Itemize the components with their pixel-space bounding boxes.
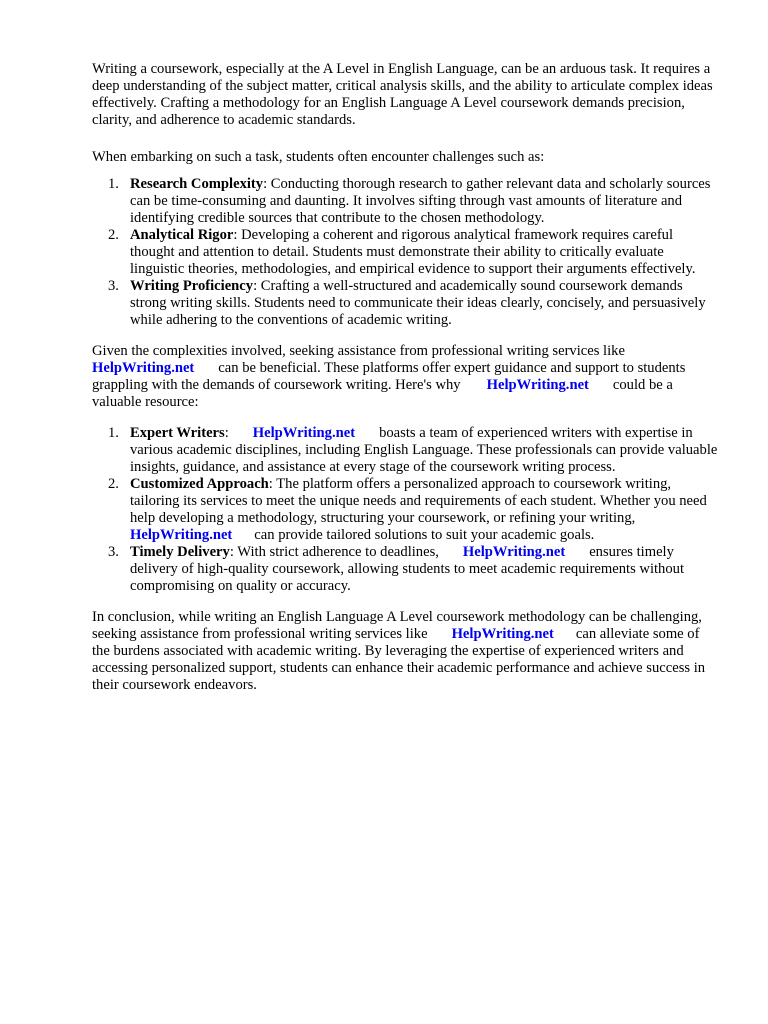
- helpwriting-link[interactable]: HelpWriting.net: [252, 425, 356, 441]
- list-number: 3.: [108, 544, 119, 560]
- item-title: Customized Approach: [130, 476, 269, 492]
- item-text: : Crafting a well-structured and academically sound coursework demands strong writing skills. Students need to communicate their ideas clearly, concisely, and persuasively while adhering to the conventions of academic writing.: [130, 278, 706, 328]
- challenges-list: [92, 176, 720, 329]
- list-number: 3.: [108, 278, 119, 294]
- item-text: ensures timely delivery of high-quality coursework, allowing students to meet academic requirements without compromising on quality or accuracy.: [130, 544, 685, 594]
- list-item: [92, 425, 720, 476]
- item-title: Analytical Rigor: [130, 227, 234, 243]
- list-number: 2.: [108, 227, 119, 243]
- helpwriting-link[interactable]: HelpWriting.net: [486, 377, 589, 393]
- item-text: : Conducting thorough research to gather relevant data and scholarly sources can be time-consuming and daunting. It involves sifting through vast amounts of literature and identifying credible sources that contribute to the chosen methodology.: [130, 176, 711, 226]
- item-title: Timely Delivery: [130, 544, 230, 560]
- list-number: 1.: [108, 176, 119, 192]
- list-number: 1.: [108, 425, 119, 441]
- helpwriting-link[interactable]: HelpWriting.net: [451, 626, 554, 642]
- item-title: Research Complexity: [130, 176, 264, 192]
- list-item: [92, 476, 720, 544]
- list-item: [92, 227, 720, 278]
- helpwriting-link[interactable]: HelpWriting.net: [462, 544, 566, 560]
- list-item: [92, 278, 720, 329]
- services-intro-text-2: can be beneficial. These platforms offer expert guidance and support to students grappling with the demands of coursework writing. Here's why: [92, 360, 686, 393]
- challenges-intro: When embarking on such a task, students often encounter challenges such as:: [92, 149, 545, 165]
- item-colon: :: [224, 425, 229, 441]
- item-text: boasts a team of experienced writers with expertise in various academic disciplines, including English Language. These professionals can provide valuable insights, guidance, and assistance at every stage of the coursework writing process.: [130, 425, 718, 475]
- list-number: 2.: [108, 476, 119, 492]
- document-body: [92, 61, 720, 705]
- item-text: : The platform offers a personalized approach to coursework writing, tailoring its services to meet the unique needs and requirements of each student. Whether you need help developing a methodology, structuring your coursework, or refining your writing,: [130, 476, 707, 526]
- helpwriting-link[interactable]: HelpWriting.net: [130, 527, 233, 543]
- benefits-list: [92, 425, 720, 595]
- item-text: : Developing a coherent and rigorous analytical framework requires careful thought and attention to detail. Students must demonstrate their ability to critically evaluate linguistic theories, methodologies, and empirical evidence to support their arguments effectively.: [130, 227, 696, 277]
- conclusion-paragraph: [92, 609, 720, 694]
- conclusion-text-2: can alleviate some of the burdens associated with academic writing. By leveraging the expertise of experienced writers and accessing personalized support, students can enhance their academic performance and achieve success in their coursework endeavors.: [92, 626, 706, 693]
- item-text: can provide tailored solutions to suit your academic goals.: [254, 527, 595, 543]
- intro-paragraph: Writing a coursework, especially at the A Level in English Language, can be an arduous task. It requires a deep understanding of the subject matter, critical analysis skills, and the ability to articulate complex ideas effectively. Crafting a methodology for an English Language A Level coursework demands precision, clarity, and adherence to academic standards.: [92, 61, 713, 128]
- item-title: Expert Writers: [130, 425, 225, 441]
- item-text: : With strict adherence to deadlines,: [229, 544, 439, 560]
- list-item: [92, 176, 720, 227]
- helpwriting-link[interactable]: HelpWriting.net: [92, 360, 195, 376]
- list-item: [92, 544, 720, 595]
- conclusion-text-1: In conclusion, while writing an English Language A Level coursework methodology can be challenging, seeking assistance from professional writing services like: [92, 609, 702, 642]
- item-title: Writing Proficiency: [130, 278, 254, 294]
- services-intro-text-1: Given the complexities involved, seeking assistance from professional writing services like: [92, 343, 625, 359]
- services-intro-text-3: could be a valuable resource:: [92, 377, 673, 410]
- services-intro-paragraph: [92, 343, 720, 411]
